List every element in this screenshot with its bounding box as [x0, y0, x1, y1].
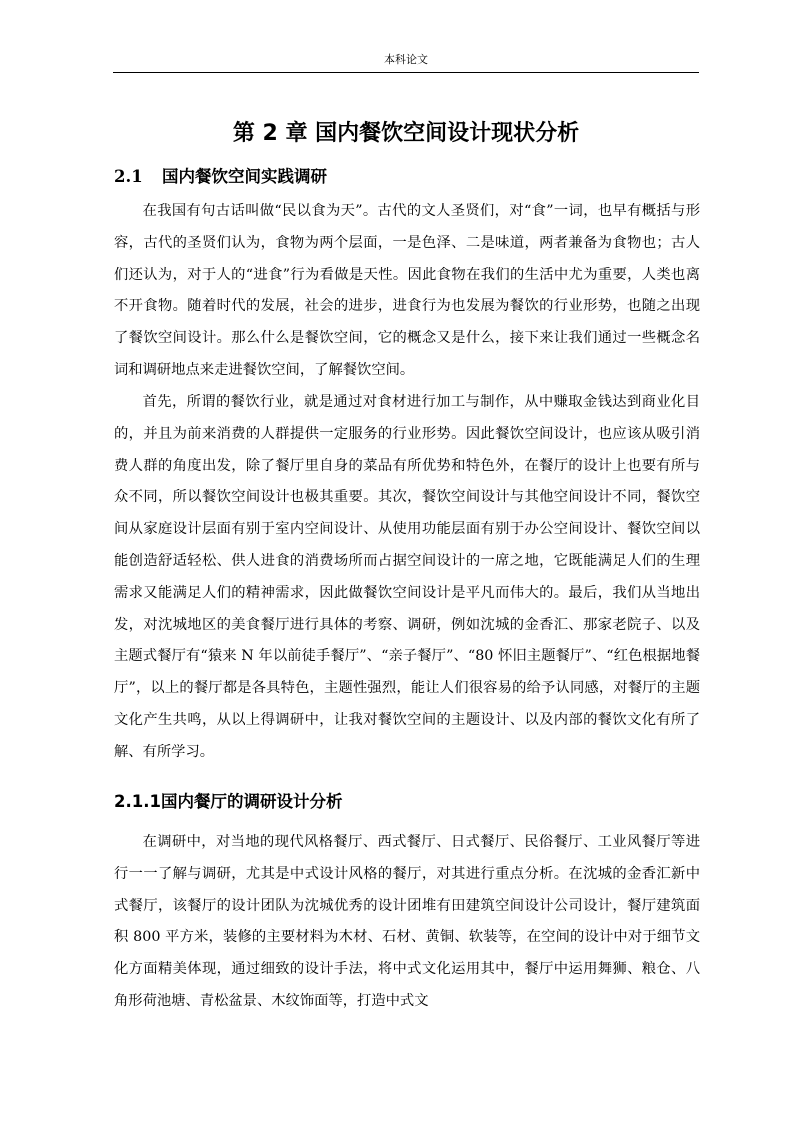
section-heading-2-1	[114, 164, 327, 190]
header-rule	[113, 72, 699, 73]
subsection-number: 2.1.1	[114, 792, 161, 811]
section-number: 2.1	[114, 167, 143, 186]
section-title: 国内餐饮空间实践调研	[162, 167, 327, 186]
paragraph: 首先，所谓的餐饮行业，就是通过对食材进行加工与制作，从中赚取金钱达到商业化目的，并且为前来消费的人群提供一定服务的行业形势。因此餐饮空间设计，也应该从吸引消费人群的角度出发，除了餐厅里自身的菜品有所优势和特色外，在餐厅的设计上也要有所与众不同，所以餐饮空间设计也极其重要。其次，餐饮空间设计与其他空间设计不同，餐饮空间从家庭设计层面有别于室内空间设计、从使用功能层面有别于办公空间设计、餐饮空间以能创造舒适轻松、供人进食的消费场所而占据空间设计的一席之地，它既能满足人们的生理需求又能满足人们的精神需求，因此做餐饮空间设计是平凡而伟大的。最后，我们从当地出发，对沈城地区的美食餐厅进行具体的考察、调研，例如沈城的金香汇、那家老院子、以及主题式餐厅有“猿来 N 年以前徒手餐厅”、“亲子餐厅”、“80 怀旧主题餐厅”、“红色根据地餐厅”，以上的餐厅都是各具特色，主题性强烈，能让人们很容易的给予认同感，对餐厅的主题文化产生共鸣，从以上得调研中，让我对餐饮空间的主题设计、以及内部的餐饮文化有所了解、有所学习。	[114, 394, 700, 760]
paragraph: 在调研中，对当地的现代风格餐厅、西式餐厅、日式餐厅、民俗餐厅、工业风餐厅等进行一一了解与调研，尤其是中式设计风格的餐厅，对其进行重点分析。在沈城的金香汇新中式餐厅，该餐厅的设计团队为沈城优秀的设计团堆有田建筑空间设计公司设计，餐厅建筑面积 800 平方米，装修的主要材料为木材、石材、黄铜、软装等，在空间的设计中对于细节文化方面精美体现，通过细致的设计手法，将中式文化运用其中，餐厅中运用舞狮、粮仓、八角形荷池塘、青松盆景、木纹饰面等，打造中式文	[114, 834, 700, 1009]
running-header: 本科论文	[384, 53, 428, 66]
chapter-title: 第 2 章 国内餐饮空间设计现状分析	[232, 121, 580, 146]
subsection-heading-2-1-1	[114, 789, 342, 815]
paragraph: 在我国有句古话叫做“民以食为天”。古代的文人圣贤们，对“食”一词，也早有概括与形容，古代的圣贤们认为，食物为两个层面，一是色泽、二是味道，两者兼备为食物也；古人们还认为，对于人的“进食”行为看做是天性。因此食物在我们的生活中尤为重要，人类也离不开食物。随着时代的发展，社会的进步，进食行为也发展为餐饮的行业形势，也随之出现了餐饮空间设计。那么什么是餐饮空间，它的概念又是什么，接下来让我们通过一些概念名词和调研地点来走进餐饮空间，了解餐饮空间。	[114, 203, 700, 378]
subsection-title: 国内餐厅的调研设计分析	[160, 792, 343, 811]
